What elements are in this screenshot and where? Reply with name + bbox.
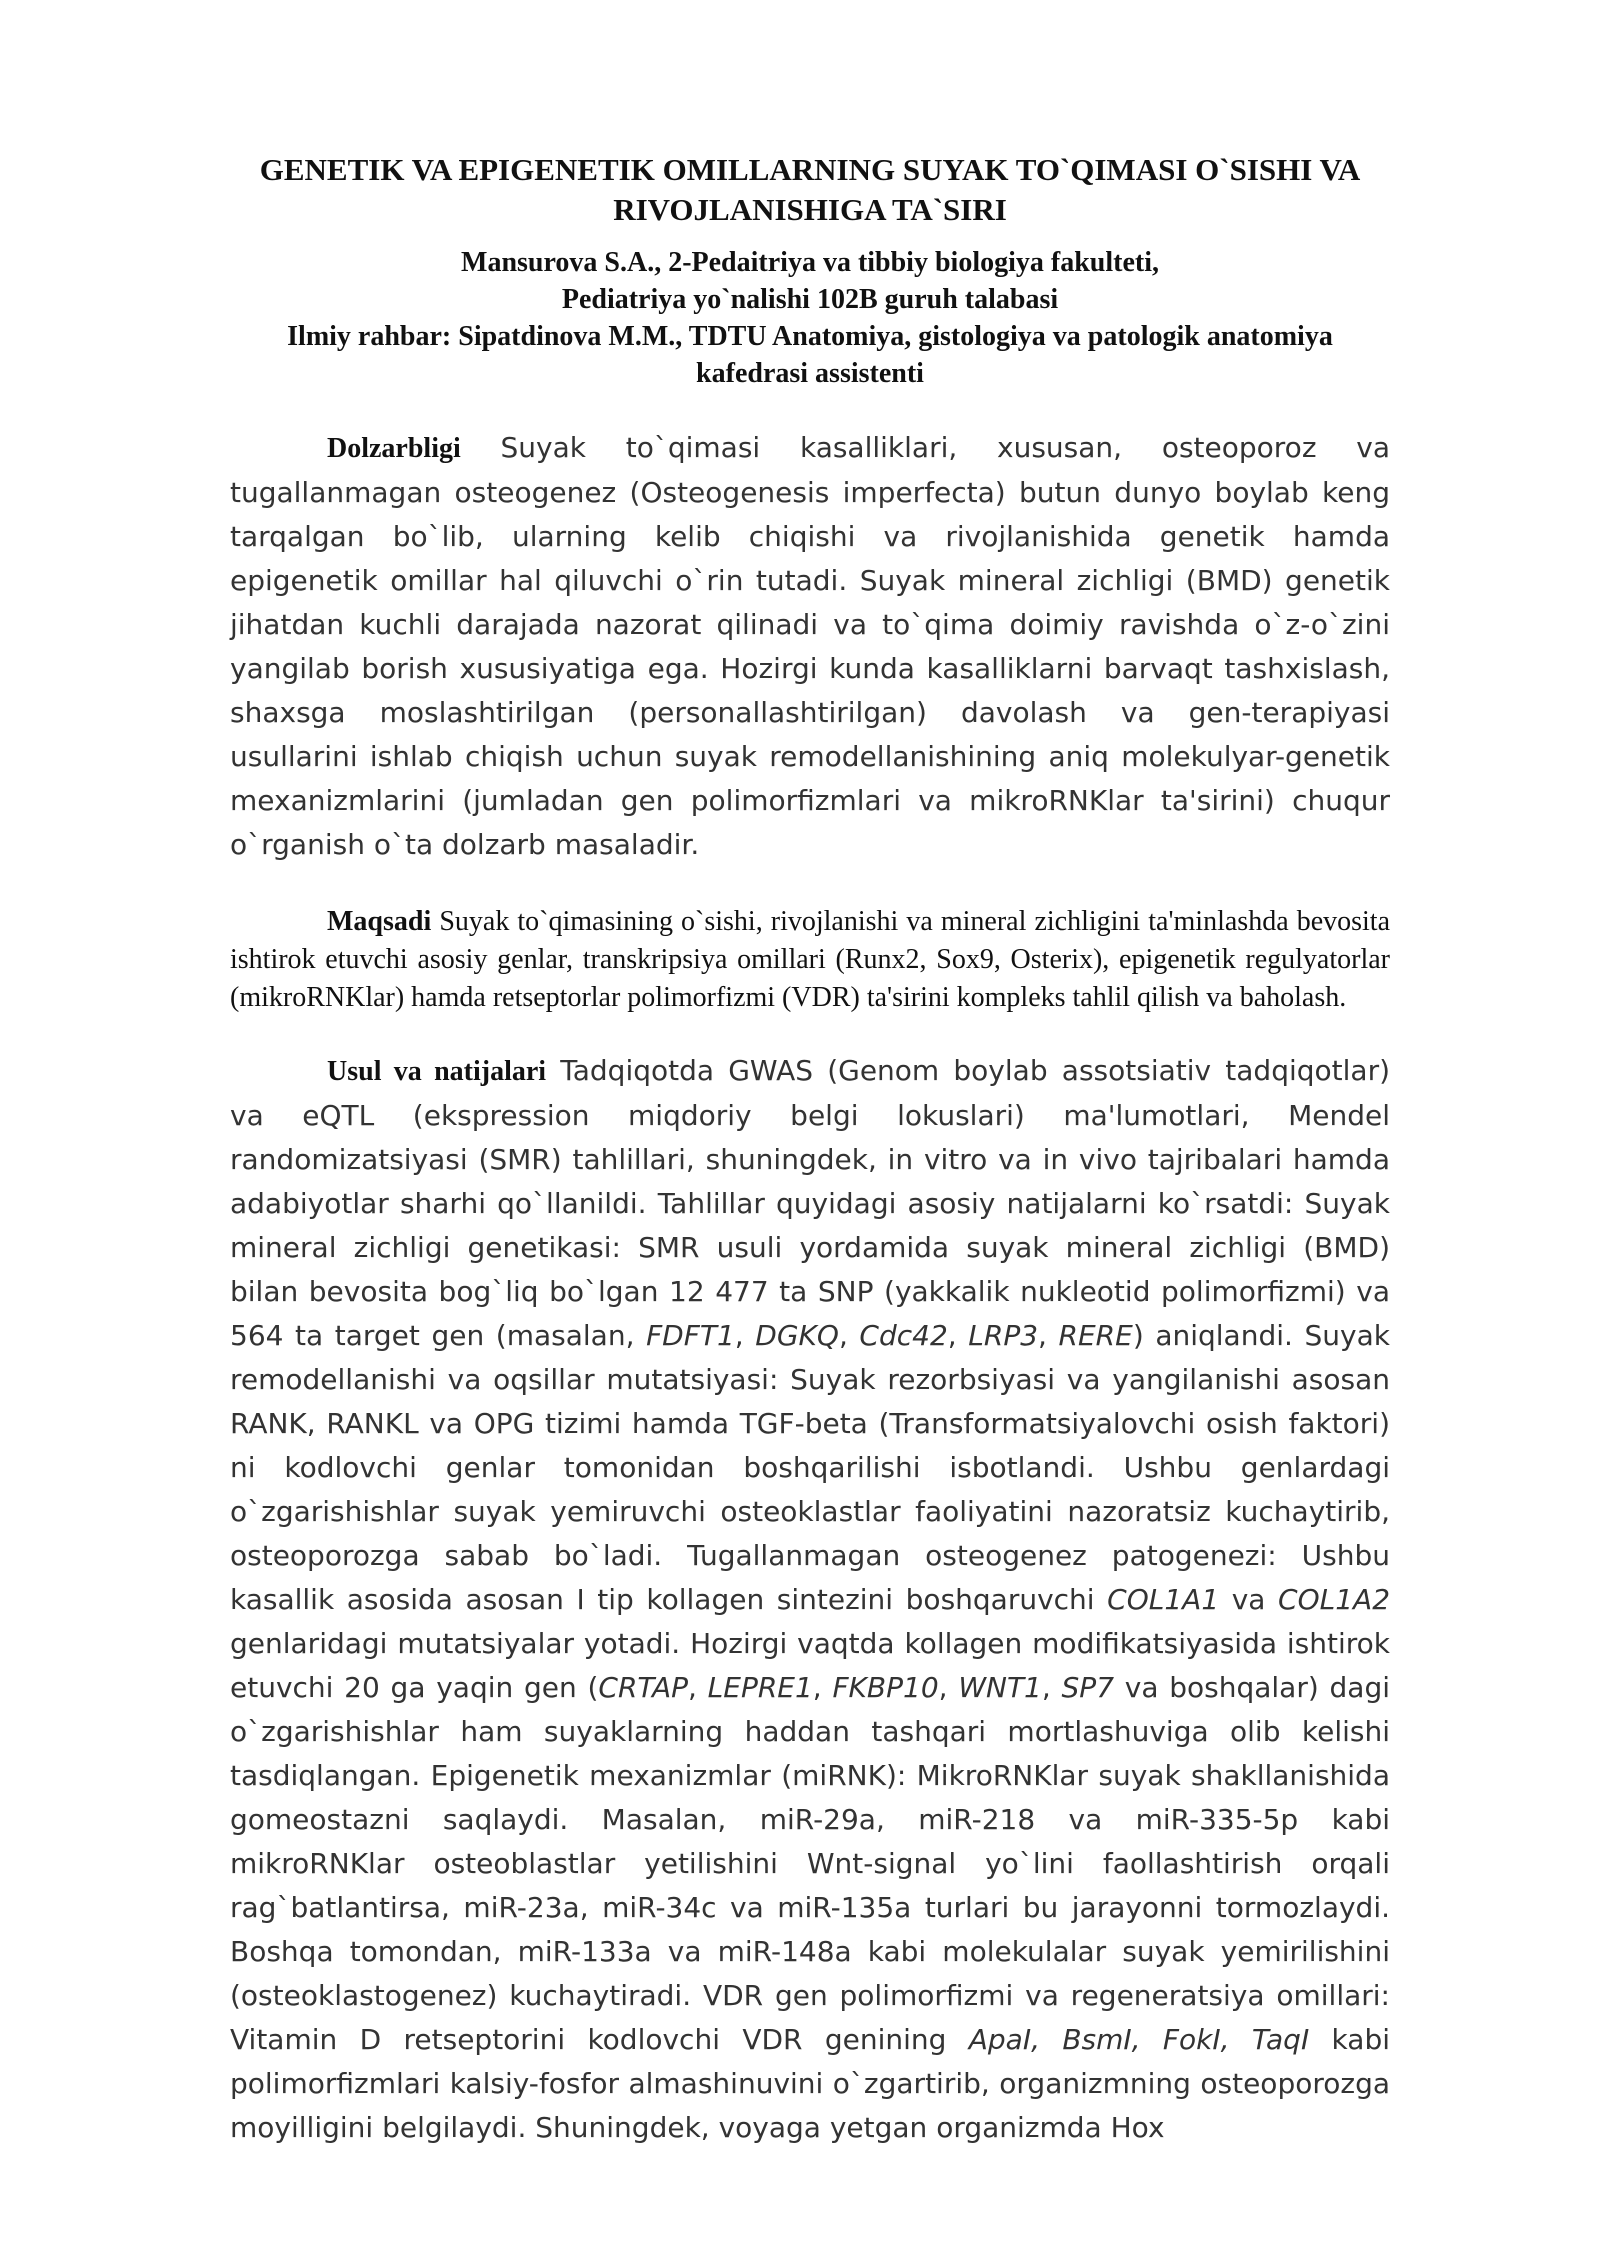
gene-fkbp10: FKBP10 [832,1671,939,1704]
separator: , [838,1319,860,1352]
gene-wnt1: WNT1 [958,1671,1042,1704]
relevance-text: Suyak to`qimasi kasalliklari, xususan, osteoporoz va tugallanmagan osteogenez (Osteogenesis imperfecta) butun dunyo boylab keng tarqalgan bo`lib, ularning kelib chiqishi va rivojlanishida genetik hamda epigenetik omillar hal qiluvchi o`rin tutadi. Suyak mineral zichligi (BMD) genetik jihatdan kuchli darajada nazorat qilinadi va to`qima doimiy ravishda o`z-o`zini yangilab borish xususiyatiga ega. Hozirgi kunda kasalliklarni barvaqt tashxislash, shaxsga moslashtirilgan (personallashtirilgan) davolash va gen-terapiyasi usullarini ishlab chiqish uchun suyak remodellanishining aniq molekulyar-genetik mexanizmlarini (jumladan gen polimorfizmlari va mikroRNKlar ta'sirini) chuqur o`rganish o`ta dolzarb masaladir. [230,431,1390,861]
author-block [230,244,1390,392]
relevance-paragraph [230,426,1390,867]
document-page [230,150,1390,2150]
author-line-2: Pediatriya yo`nalishi 102B guruh talabasi [561,284,1059,315]
gene-rere: RERE [1058,1319,1133,1352]
aim-text: Suyak to`qimasining o`sishi, rivojlanishi va mineral zichligini ta'minlashda bevosita ishtirok etuvchi asosiy genlar, transkripsiya omillari (Runx2, Sox9, Osterix), epigenetik regulyatorlar (mikroRNKlar) hamda retseptorlar polimorfizmi (VDR) ta'sirini kompleks tahlil qilish va baholash. [230,906,1390,1013]
document-title [230,150,1390,230]
gene-crtap: CRTAP [598,1671,688,1704]
methods-text-1: Tadqiqotda GWAS (Genom boylab assotsiativ tadqiqotlar) va eQTL (ekspression miqdoriy belgi lokuslari) ma'lumotlari, Mendel randomizatsiyasi (SMR) tahlillari, shuningdek, in vitro va in vivo tajribalari hamda adabiyotlar sharhi qo`llanildi. Tahlillar quyidagi asosiy natijalarni ko`rsatdi: Suyak mineral zichligi genetikasi: SMR usuli yordamida suyak mineral zichligi (BMD) bilan bevosita bog`liq bo`lgan 12 477 ta SNP (yakkalik nukleotid polimorfizmi) va 564 ta target gen (masalan, [230,1054,1390,1352]
methods-text-2: ) aniqlandi. Suyak remodellanishi va oqsillar mutatsiyasi: Suyak rezorbsiyasi va yangilanishi asosan RANK, RANKL va OPG tizimi hamda TGF-beta (Transformatsiyalovchi osish faktori) ni kodlovchi genlar tomonidan boshqarilishi isbotlandi. Ushbu genlardagi o`zgarishishlar suyak yemiruvchi osteoklastlar faoliyatini nazoratsiz kuchaytirib, osteoporozga sabab bo`ladi. Tugallanmagan osteogenez patogenezi: Ushbu kasallik asosida asosan I tip kollagen sintezini boshqaruvchi [230,1319,1390,1616]
gene-sp7: SP7 [1061,1671,1115,1704]
supervisor-line-2: kafedrasi assistenti [696,358,924,389]
supervisor-line-1: Ilmiy rahbar: Sipatdinova M.M., TDTU Anatomiya, gistologiya va patologik anatomiya [287,321,1333,352]
gene-dgkq: DGKQ [755,1319,839,1352]
methods-text-5: kabi polimorfizmlari kalsiy-fosfor almashinuvini o`zgartirib, organizmning osteoporozga moyilligini belgilaydi. Shuningdek, voyaga yetgan organizmda Hox [230,2023,1390,2144]
author-line-1: Mansurova S.A., 2-Pedaitriya va tibbiy biologiya fakulteti, [461,247,1159,278]
title-line-1: GENETIK VA EPIGENETIK OMILLARNING SUYAK TO`QIMASI O`SISHI VA [259,152,1361,187]
methods-heading: Usul va natijalari [327,1056,547,1087]
aim-paragraph [230,903,1390,1017]
separator: , [947,1319,969,1352]
separator: , [938,1671,959,1704]
separator: , [812,1671,833,1704]
methods-text-4: va boshqalar) dagi o`zgarishishlar ham suyaklarning haddan tashqari mortlashuviga olib kelishi tasdiqlangan. Epigenetik mexanizmlar (miRNK): MikroRNKlar suyak shakllanishida gomeostazni saqlaydi. Masalan, miR-29a, miR-218 va miR-335-5p kabi mikroRNKlar osteoblastlar yetilishini Wnt-signal yo`lini faollashtirish orqali rag`batlantirsa, miR-23a, miR-34c va miR-135a turlari bu jarayonni tormozlaydi. Boshqa tomondan, miR-133a va miR-148a kabi molekulalar suyak yemirilishini (osteoklastogenez) kuchaytiradi. VDR gen polimorfizmi va regeneratsiya omillari: Vitamin D retseptorini kodlovchi VDR genining [230,1671,1391,2056]
vdr-polymorphisms: ApaI, BsmI, FokI, TaqI [968,2023,1310,2056]
separator: , [1038,1319,1059,1352]
gene-fdft1: FDFT1 [646,1319,735,1352]
title-line-2: RIVOJLANISHIGA TA`SIRI [613,192,1007,227]
gene-cdc42: Cdc42 [859,1319,948,1352]
separator: , [734,1319,756,1352]
gene-lepre1: LEPRE1 [707,1671,813,1704]
gene-lrp3: LRP3 [968,1319,1039,1352]
separator: , [688,1671,708,1704]
gene-col1a1: COL1A1 [1107,1583,1220,1616]
methods-text-3: genlaridagi mutatsiyalar yotadi. Hozirgi vaqtda kollagen modifikatsiyasida ishtirok etuvchi 20 ga yaqin gen ( [230,1627,1390,1704]
methods-paragraph [230,1049,1390,2150]
separator: , [1041,1671,1062,1704]
separator: va [1219,1583,1279,1616]
gene-col1a2: COL1A2 [1278,1583,1391,1616]
aim-heading: Maqsadi [327,906,432,937]
relevance-heading: Dolzarbligi [327,433,461,464]
